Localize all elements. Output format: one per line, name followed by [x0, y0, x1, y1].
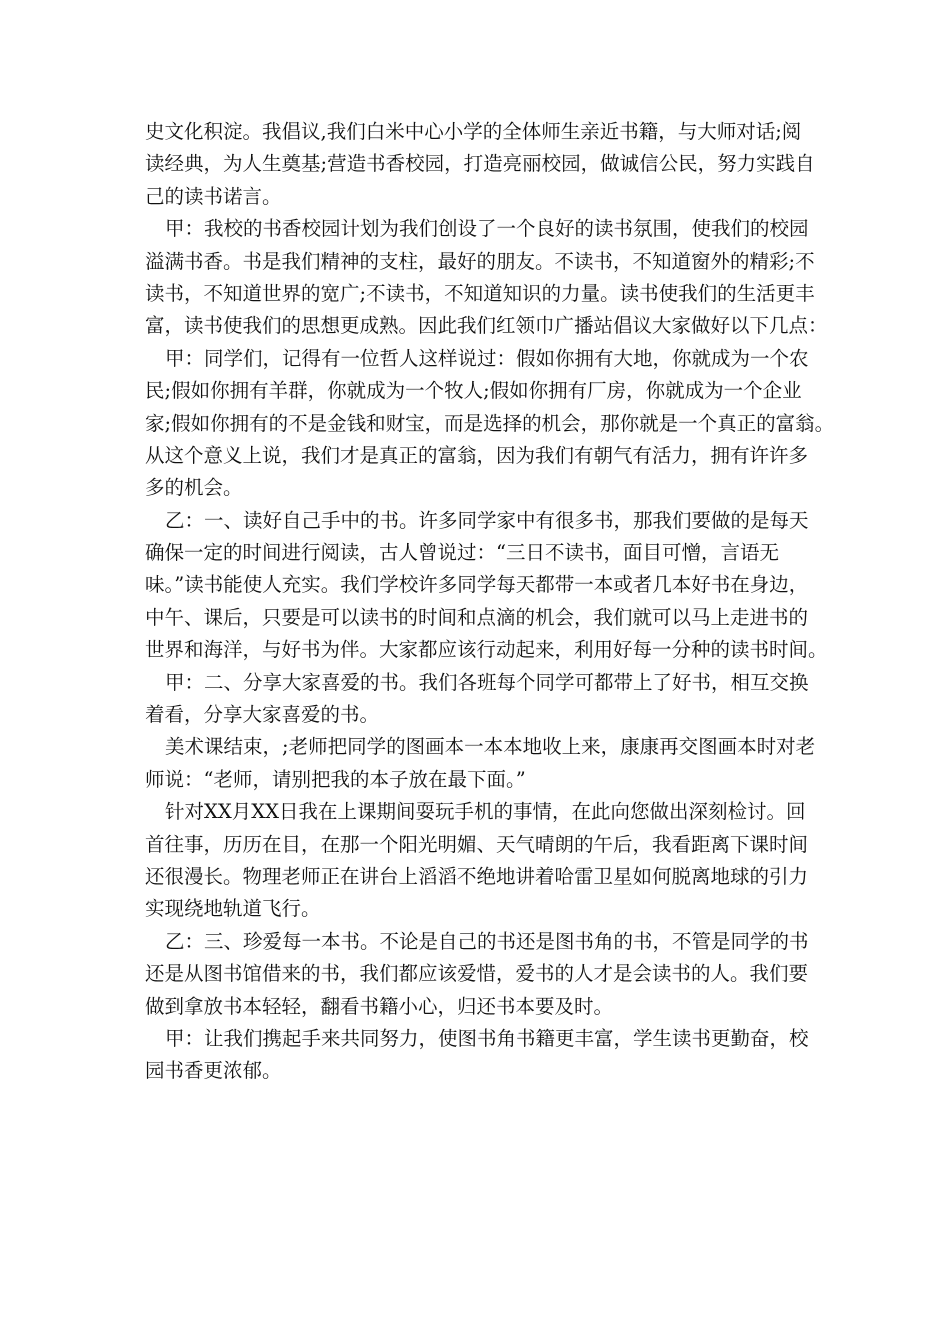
text-line: 乙：一、读好自己手中的书。许多同学家中有很多书，那我们要做的是每天 [165, 508, 809, 532]
text-line: 甲：同学们，记得有一位哲人这样说过：假如你拥有大地，你就成为一个农 [165, 346, 809, 370]
text-line: 美术课结束，;老师把同学的图画本一本本地收上来，康康再交图画本时对老 [165, 735, 816, 759]
text-line: 中午、课后，只要是可以读书的时间和点滴的机会，我们就可以马上走进书的 [145, 605, 809, 629]
text-line: 史文化积淀。我倡议,我们白米中心小学的全体师生亲近书籍，与大师对话;阅 [145, 120, 802, 143]
text-line: 己的读书诺言。 [145, 184, 282, 208]
text-line: 家;假如你拥有的不是金钱和财宝，而是选择的机会，那你就是一个真正的富翁。 [145, 411, 835, 435]
text-line: 还是从图书馆借来的书，我们都应该爱惜，爱书的人才是会读书的人。我们要 [145, 962, 809, 986]
text-line: 味。”读书能使人充实。我们学校许多同学每天都带一本或者几本好书在身边， [145, 573, 809, 597]
text-line: 世界和海洋，与好书为伴。大家都应该行动起来，利用好每一分种的读书时间。 [145, 638, 828, 662]
text-line: 从这个意义上说，我们才是真正的富翁，因为我们有朝气有活力，拥有许许多 [145, 443, 809, 467]
text-line: 着看，分享大家喜爱的书。 [145, 703, 380, 727]
text-line: 园书香更浓郁。 [145, 1059, 282, 1083]
text-line: 首往事，历历在目，在那一个阳光明媚、天气晴朗的午后，我看距离下课时间 [145, 832, 809, 856]
text-line: 甲：二、分享大家喜爱的书。我们各班每个同学可都带上了好书，相互交换 [165, 670, 809, 694]
text-line: 民;假如你拥有羊群，你就成为一个牧人;假如你拥有厂房，你就成为一个企业 [145, 379, 802, 403]
text-line: 多的机会。 [145, 476, 243, 500]
text-line: 乙：三、珍爱每一本书。不论是自己的书还是图书角的书，不管是同学的书 [165, 929, 809, 953]
text-line: 读书，不知道世界的宽广;不读书，不知道知识的力量。读书使我们的生活更丰 [145, 281, 815, 305]
text-line: 读经典，为人生奠基;营造书香校园，打造亮丽校园，做诚信公民，努力实践自 [145, 152, 815, 176]
text-line: 富，读书使我们的思想更成熟。因此我们红领巾广播站倡议大家做好以下几点： [145, 314, 828, 338]
text-line: 甲：我校的书香校园计划为我们创设了一个良好的读书氛围，使我们的校园 [165, 217, 809, 241]
document-body [145, 116, 835, 1088]
text-line: 做到拿放书本轻轻，翻看书籍小心，归还书本要及时。 [145, 994, 614, 1018]
text-line: 师说：“老师，请别把我的本子放在最下面。” [145, 767, 526, 791]
text-line: 溢满书香。书是我们精神的支柱，最好的朋友。不读书，不知道窗外的精彩;不 [145, 249, 815, 273]
text-line: 还很漫长。物理老师正在讲台上滔滔不绝地讲着哈雷卫星如何脱离地球的引力 [145, 864, 809, 888]
text-line: 实现绕地轨道飞行。 [145, 897, 321, 921]
text-line: 确保一定的时间进行阅读，古人曾说过：“三日不读书，面目可憎，言语无 [145, 541, 779, 565]
text-line: 甲：让我们携起手来共同努力，使图书角书籍更丰富，学生读书更勤奋，校 [165, 1026, 809, 1050]
text-line: 针对XX月XX日我在上课期间耍玩手机的事情，在此向您做出深刻检讨。回 [165, 800, 806, 824]
